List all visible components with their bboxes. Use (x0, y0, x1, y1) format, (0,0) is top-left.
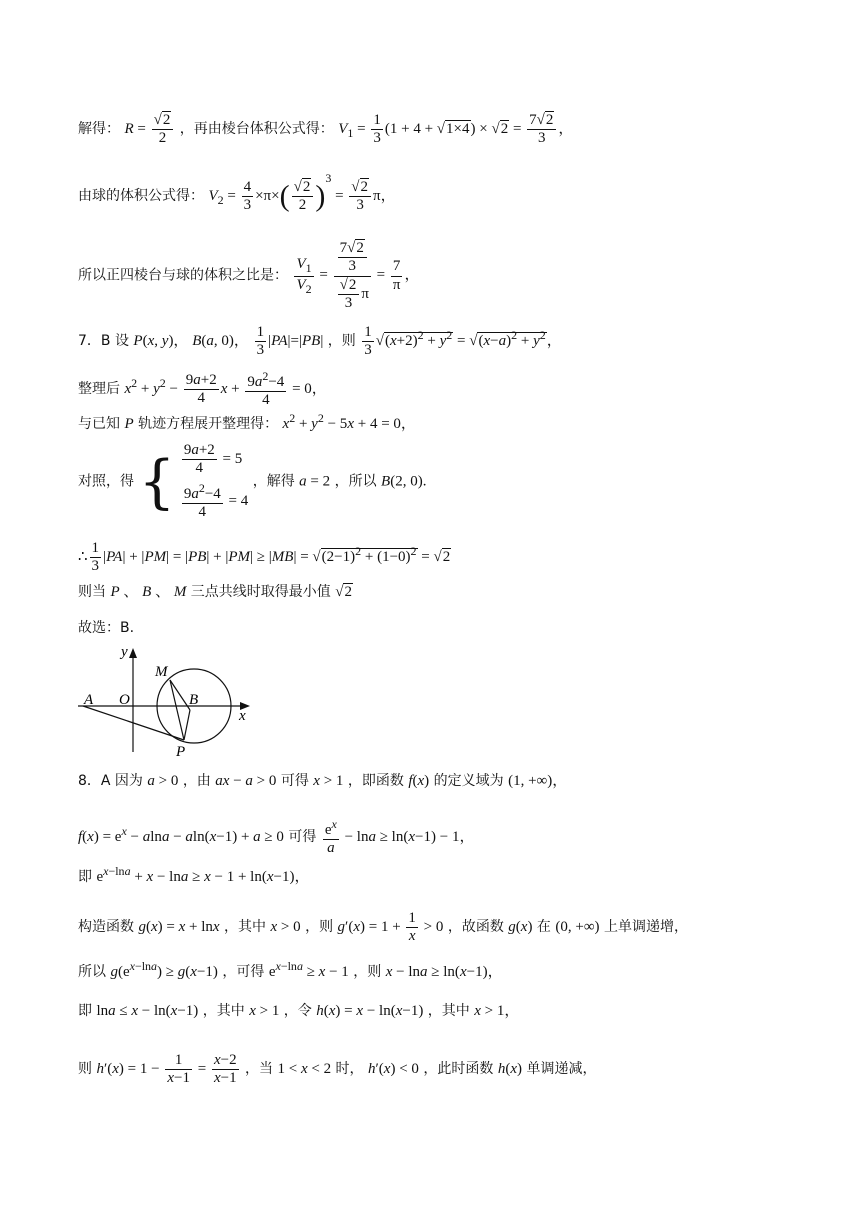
formula-fx-ineq2: $\frac{e^x}{a}$ − lna ≥ ln(x−1) − 1， (324, 817, 475, 857)
text: 对照，得 (78, 473, 134, 490)
text: ，解得 (252, 473, 295, 490)
line-13 (78, 865, 309, 885)
text: 单调递减， (526, 1061, 597, 1078)
segment-BP (184, 710, 190, 740)
line-16 (78, 1004, 519, 1019)
formula-distance: $\frac{1}{3}$ $√(x+2)^2 + y^2 = √(x-a)^2 + y^2$， (364, 324, 562, 359)
formula-gx: g(x) = x + lnx (138, 919, 220, 936)
formula-range: 1 < x < 2 (277, 1061, 332, 1078)
formula-domain: (1, +∞)， (508, 773, 568, 789)
label-A: A (84, 692, 94, 708)
text: 的定义域为 (433, 773, 504, 789)
formula-fx-ineq: $f(x) = e^x - alna - aln(x-1) + a \ge 0$ (78, 824, 284, 846)
label-y: y (121, 644, 128, 660)
line-10 (78, 621, 134, 635)
line-14 (78, 910, 688, 946)
formula-lna: lna ≤ x − ln(x−1) (96, 1003, 199, 1019)
label-x: x (239, 708, 246, 724)
formula-collinear: P 、 B 、 M (110, 584, 187, 600)
text: ，此时函数 (423, 1061, 494, 1078)
formula-interval: (0, +∞) (555, 919, 600, 936)
formula-V2: $V_2$ = $\frac{4}{3}$ ×π×( $\frac{√2}{2}$ )$^3$ = $\frac{√2}{3}$ π， (208, 171, 396, 214)
formula-B: B(2, 0). (381, 473, 427, 490)
line-15 (78, 960, 503, 980)
label-O: O (119, 692, 130, 708)
line-11 (78, 774, 567, 789)
line-6 (78, 412, 416, 432)
formula-hprime: h′(x) = 1 − $\frac{1}{x-1}$ = $\frac{x-2}{x-1}$ (96, 1052, 237, 1087)
text: 所以正四棱台与球的体积之比是： (78, 267, 288, 284)
text: ，所以 (334, 473, 377, 490)
text: 所以 (78, 964, 106, 980)
text: ，其中 (202, 1003, 245, 1019)
line-9 (78, 585, 353, 600)
text: 7．B 设 (78, 333, 129, 350)
brace: { (138, 447, 176, 516)
text: 故选：B. (78, 620, 135, 636)
label-B: B (189, 692, 199, 708)
text: 则 (78, 1061, 92, 1078)
text: 可得 (280, 773, 309, 789)
text: ，再由棱台体积公式得： (179, 121, 334, 138)
formula-system: $\frac{9a+2}{4}$ = 5 $\frac{9a^2-4}{4}$ = 4 (183, 442, 249, 520)
text: 则当 (78, 584, 106, 600)
formula-ineq: ax − a > 0 (215, 773, 277, 789)
text: 三点共线时取得最小值 (190, 584, 331, 600)
formula-V1: $V_1$ = $\frac{1}{3}$ (1 + 4 + √1×4) × √2 = $\frac{7√2}{3}$ ， (338, 112, 574, 147)
line-5 (78, 370, 327, 410)
formula-gprime: g′(x) = 1 + $\frac{1}{x}$ > 0 (337, 910, 444, 945)
text: ，则 (353, 964, 382, 980)
text: ，即函数 (347, 773, 404, 789)
text: ，可得 (222, 964, 265, 980)
formula-exp-ineq: $e^{x-lna} \ge x - 1$ (268, 959, 349, 980)
formula-log-ineq: x − lna ≥ ln(x−1)， (385, 964, 503, 980)
geometry-figure (78, 640, 258, 760)
formula-expanded: $x^2 + y^2$ − $\frac{9a+2}{4}$ x + $\frac{9a^2-4}{4}$ = 0， (124, 369, 327, 409)
formula-ratio: $\frac{V_1}{V_2}$ = $\frac{7√2}{3}$ $\frac{√2}{3}$ π = $\frac{7}{\pi}$ ， (296, 240, 420, 311)
y-axis-arrow (129, 648, 137, 658)
line-4 (78, 324, 562, 360)
text: 时， (335, 1061, 364, 1078)
text: ，则 (305, 919, 334, 936)
line-1 (78, 112, 573, 148)
segment-MP (170, 680, 184, 740)
formula-R: R = $\frac{√2}{2}$ (124, 121, 175, 137)
formula-min: ∴ $\frac{1}{3}$ $|PA| + |PM| = |PB| + |PM| \ge |MB| = √(2-1)^2 + (1-0)^2 = √2$ (78, 540, 451, 575)
formula-a: a = 2 (299, 473, 331, 490)
text: 即 (78, 1003, 92, 1019)
formula-fx: f(x) (408, 773, 430, 789)
text: 即 (78, 869, 92, 885)
text: ，其中 (427, 1003, 470, 1019)
text: 8．A 因为 (78, 773, 143, 789)
formula-x-gt-1c: x > 1， (474, 1003, 520, 1019)
formula-hx2: h(x) (497, 1061, 522, 1078)
formula-rewrite: $e^{x-lna} + x - \ln a \ge x - 1 + \ln(x-1)$， (96, 864, 310, 885)
text: 构造函数 (78, 919, 134, 936)
formula-a-pos: a > 0 (147, 773, 179, 789)
text: ，则 (327, 333, 356, 350)
formula-hprime-neg: h′(x) < 0 (368, 1061, 419, 1078)
line-12 (78, 818, 474, 858)
formula-x-pos: x > 0 (270, 919, 301, 936)
formula-points: P(x, y)， B(a, 0)， $\frac{1}{3}$ |PA|=|PB| (133, 324, 324, 359)
text: 在 (536, 919, 551, 936)
formula-sqrt2: √2 (335, 584, 352, 600)
text: 可得 (288, 829, 317, 846)
text: ，由 (182, 773, 211, 789)
formula-hx: h(x) = x − ln(x−1) (316, 1003, 424, 1019)
text: ，故函数 (447, 919, 504, 936)
formula-P: P (124, 416, 134, 432)
label-M: M (155, 664, 168, 680)
text: ，其中 (224, 919, 267, 936)
label-P: P (176, 744, 186, 760)
line-3 (78, 240, 419, 312)
text: ，令 (283, 1003, 312, 1019)
text: 轨迹方程展开整理得： (138, 416, 279, 432)
text: 与已知 (78, 416, 120, 432)
text: 上单调递增， (603, 919, 688, 936)
text: 由球的体积公式得： (78, 188, 204, 204)
line-7 (78, 438, 426, 525)
formula-gx2: g(x) (508, 919, 533, 936)
formula-x-gt-1: x > 1 (313, 773, 344, 789)
formula-x-gt-1b: x > 1 (249, 1003, 280, 1019)
text: 解得： (78, 121, 120, 138)
formula-g-compare: $g(e^{x-lna}) \ge g(x-1)$ (110, 959, 218, 980)
text: ，当 (245, 1061, 274, 1078)
text: 整理后 (78, 381, 120, 398)
line-8 (78, 540, 451, 576)
line-2 (78, 172, 396, 214)
line-17 (78, 1052, 596, 1088)
formula-trajectory: $x^2 + y^2 - 5x + 4 = 0$， (282, 411, 416, 432)
